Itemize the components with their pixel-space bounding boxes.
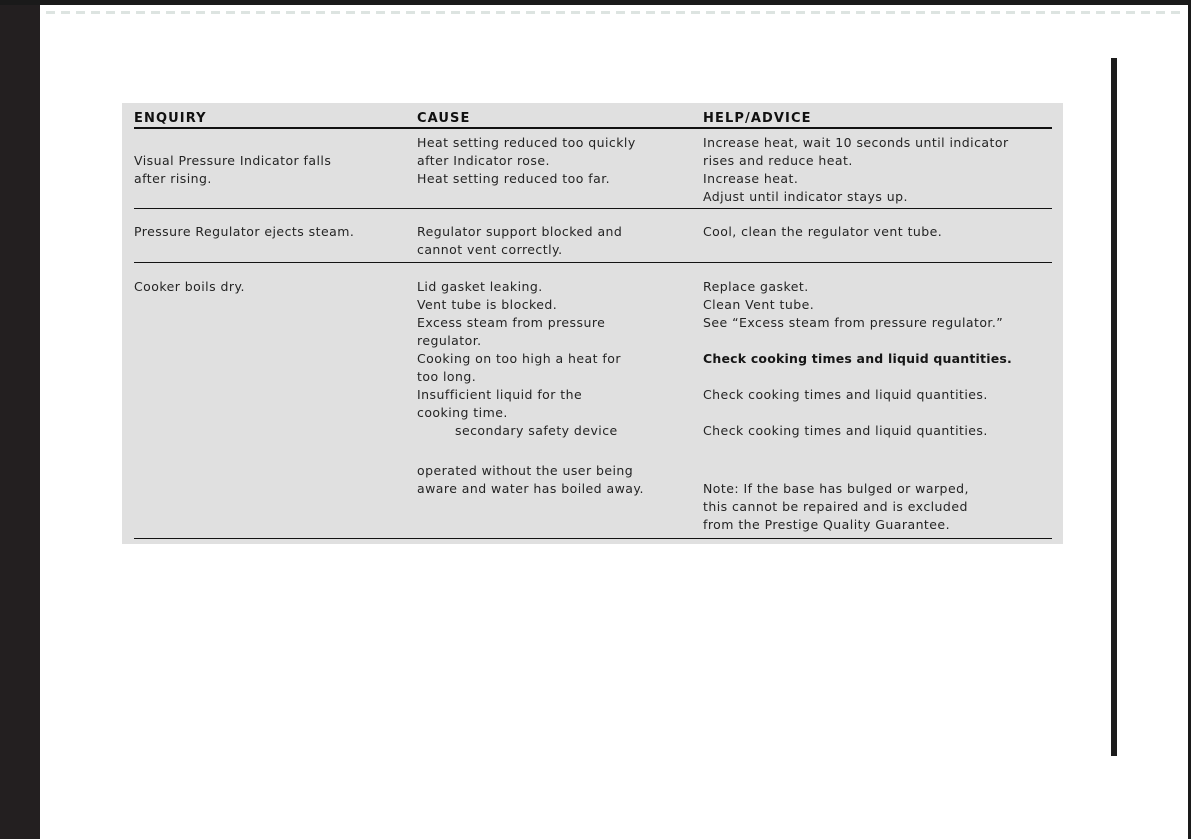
text-line: cannot vent correctly. (417, 242, 563, 257)
text-line (703, 404, 1051, 422)
page-margin-bar (1111, 58, 1117, 756)
troubleshooting-table (122, 103, 1063, 544)
text-line (134, 134, 417, 152)
text-line (703, 440, 1051, 458)
cause-cell (417, 134, 703, 206)
cause-cell (417, 223, 703, 259)
text-line: Increase heat, wait 10 seconds until indicator (703, 135, 1009, 150)
text-line: Cool, clean the regulator vent tube. (703, 224, 943, 239)
text-line: Insufficient liquid for the (417, 387, 583, 402)
cause-cell (417, 278, 703, 530)
text-line: Increase heat. (703, 171, 799, 186)
text-line: from the Prestige Quality Guarantee. (703, 517, 950, 532)
text-line: Heat setting reduced too quickly (417, 135, 636, 150)
help-cell (703, 134, 1051, 206)
enquiry-cell (134, 223, 417, 259)
binding-strip (0, 0, 40, 839)
table-row (134, 263, 1052, 539)
text-line: Cooking on too high a heat for (417, 351, 621, 366)
text-line: after Indicator rose. (417, 153, 550, 168)
text-line: secondary safety device (455, 423, 618, 438)
text-line: Vent tube is blocked. (417, 297, 558, 312)
text-line: this cannot be repaired and is excluded (703, 499, 968, 514)
text-line (703, 332, 1051, 350)
table-header-row (122, 103, 1063, 127)
text-line (417, 440, 703, 458)
text-line: Excess steam from pressure (417, 315, 606, 330)
text-line: Note: If the base has bulged or warped, (703, 481, 969, 496)
text-line: Cooker boils dry. (134, 279, 245, 294)
text-line: operated without the user being (417, 463, 634, 478)
page-top-border (0, 0, 1191, 5)
enquiry-cell (134, 278, 417, 530)
text-line: Check cooking times and liquid quantities. (703, 423, 988, 438)
text-line: Heat setting reduced too far. (417, 171, 611, 186)
text-line: Adjust until indicator stays up. (703, 189, 908, 204)
help-cell (703, 223, 1051, 259)
table-row (134, 129, 1052, 209)
column-header-cause: CAUSE (417, 111, 471, 126)
text-line: Pressure Regulator ejects steam. (134, 224, 355, 239)
help-cell (703, 278, 1051, 530)
column-header-help-advice: HELP/ADVICE (703, 111, 812, 126)
text-line (703, 368, 1051, 386)
text-line: too long. (417, 369, 477, 384)
text-line: cooking time. (417, 405, 508, 420)
text-line: See “Excess steam from pressure regulator.” (703, 315, 1004, 330)
perforation-line (46, 11, 1183, 14)
text-line: Visual Pressure Indicator falls (134, 153, 332, 168)
text-line: Regulator support blocked and (417, 224, 623, 239)
text-line: Clean Vent tube. (703, 297, 815, 312)
text-line: Lid gasket leaking. (417, 279, 543, 294)
text-line: Check cooking times and liquid quantities. (703, 351, 1012, 366)
text-line (703, 458, 1051, 476)
text-line: Replace gasket. (703, 279, 809, 294)
column-header-enquiry: ENQUIRY (134, 111, 207, 126)
enquiry-cell (134, 134, 417, 206)
text-line: regulator. (417, 333, 482, 348)
text-line: aware and water has boiled away. (417, 481, 644, 496)
text-line: rises and reduce heat. (703, 153, 853, 168)
text-line: Check cooking times and liquid quantities. (703, 387, 988, 402)
table-row (134, 209, 1052, 263)
text-line: after rising. (134, 171, 212, 186)
